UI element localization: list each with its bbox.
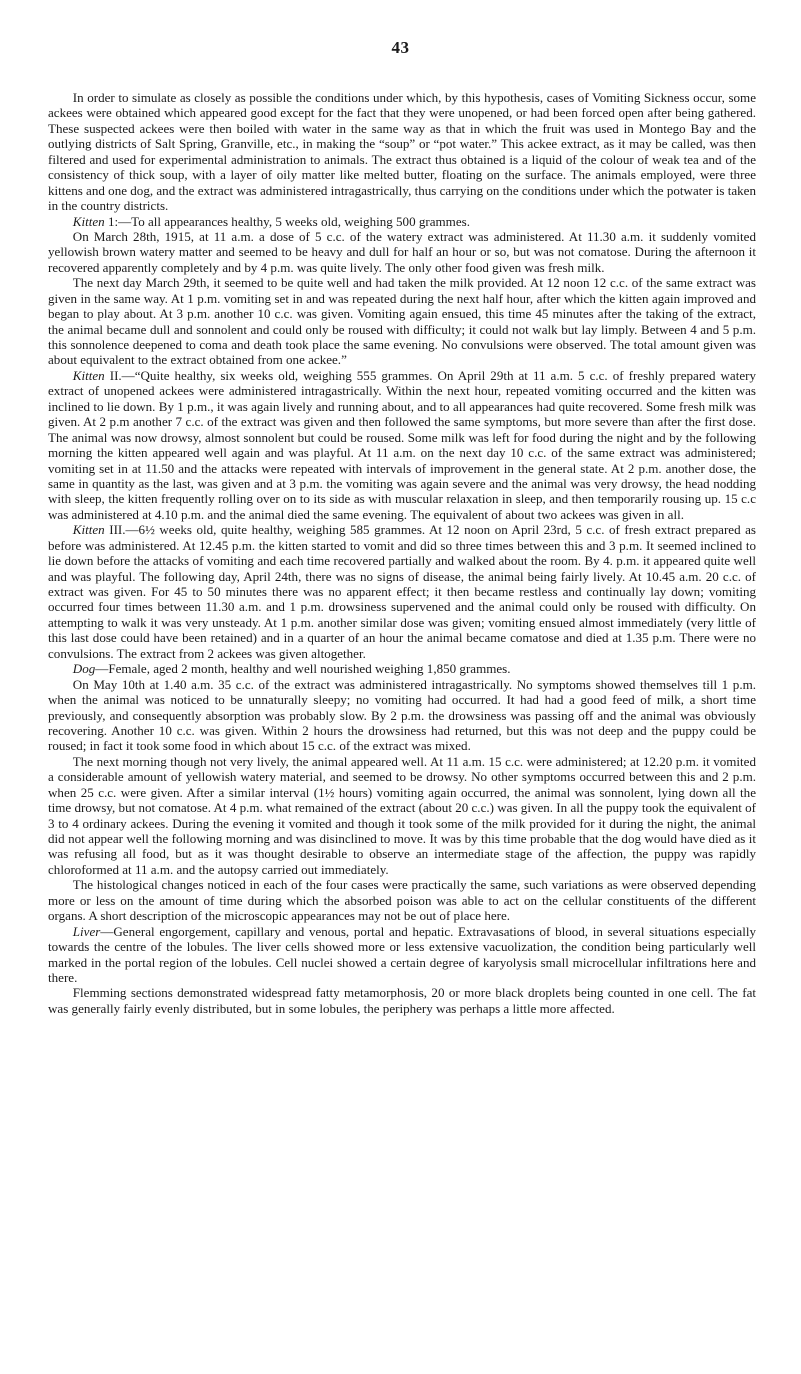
flemming-paragraph: Flemming sections demonstrated widespread fatty metamorphosis, 20 or more black droplets being counted in one cell. The fat was generally fairly evenly distributed, but in some lobules, the periphery was perhaps a little more affected. bbox=[48, 985, 756, 1016]
dog-label: Dog bbox=[72, 661, 96, 677]
kitten-2-text: II.—“Quite healthy, six weeks old, weighing 555 grammes. On April 29th at 11 a.m. 5 c.c. of freshly prepared watery extract of unopened ackees were administered intragastrically. Within the next hour, repeated vomiting occurred and the kitten was inclined to lie down. By 1 p.m., it was again lively and running about, and to all appearances had quite recovered. Some fresh milk was given. At 2 p.m another 7 c.c. of the extract was given and then followed the same symptoms, but more severe than after the first dose. The animal was now drowsy, almost sonnolent but could be roused. Some milk was left for food during the night and by the following morning the kitten appeared well again and was playful. At 11 a.m. on the next day 10 c.c. of the same extract was administered; vomiting set in at 11.50 and the attacks were repeated with intervals of improvement in the general state. At 2 p.m. another dose, the same in quantity as the last, was given and at 3 p.m. the vomiting was again severe and the animal was very drowsy, the head nodding with sleep, the kitten frequently rolling over on to its side as with muscular relaxation in sleep, and then temporarily rousing up. 15 c.c was administered at 4.10 p.m. and the animal died the same evening. The equivalent of about two ackees was given in all. bbox=[48, 367, 757, 522]
dog-paragraph: The next morning though not very lively, the animal appeared well. At 11 a.m. 15 c.c. were administered; at 12.20 p.m. it vomited a considerable amount of yellowish watery material, and seemed to be drowsy. No other symptoms occurred between this and 2 p.m. when 25 c.c. were given. After a similar interval (1½ hours) vomiting again occurred, the animal was sonnolent, lying down all the time drowsy, but not comatose. At 4 p.m. what remained of the extract (about 20 c.c.) was given. In all the puppy took the equivalent of 3 to 4 ordinary ackees. During the evening it vomited and though it took some of the milk provided for it during the night, the animal did not appear well the following morning and was disinclined to move. It was by this time probable that the dog would have died as it was refusing all food, but as it was thought desirable to observe an intermediate stage of the affection, the puppy was rapidly chloroformed at 11 a.m. and the autopsy carried out immediately. bbox=[48, 753, 756, 877]
page-number: 43 bbox=[391, 38, 410, 57]
dog-heading-paragraph bbox=[48, 661, 756, 676]
liver-text: —General engorgement, capillary and venous, portal and hepatic. Extravasations of blood, in several situations especially towards the centre of the lobules. The liver cells showed more or less extensive vacuolization, the condition being particularly well marked in the portal region of the lobules. Cell nuclei showed a certain degree of karyolysis small microcellular infiltrations here and there. bbox=[48, 923, 756, 985]
kitten-1-label: Kitten bbox=[72, 213, 105, 229]
intro-paragraph: In order to simulate as closely as possible the conditions under which, by this hypothesis, cases of Vomiting Sickness occur, some ackees were obtained which appeared good except for the fact that they were unopened, or had been forced open after being gathered. These suspected ackees were then boiled with water in the same way as that in which the fruit was used in Montego Bay and the outlying districts of Salt Spring, Granville, etc., in making the “soup” or “pot water.” This ackee extract, as it may be called, was then filtered and used for experimental administration to animals. The extract thus obtained is a liquid of the colour of weak tea and of the consistency of thick soup, with a layer of oily matter like melted butter, floating on the surface. The animals employed, were three kittens and one dog, and the extract was administered intragastrically, thus carrying on the conditions under which the potwater is taken in the country districts. bbox=[48, 90, 756, 214]
kitten-2-paragraph bbox=[48, 368, 756, 522]
histology-paragraph: The histological changes noticed in each of the four cases were practically the same, such variations as were observed depending more or less on the amount of time during which the absorbed poison was able to act on the cellular constituents of the different organs. A short description of the microscopic appearances may not be out of place here. bbox=[48, 877, 756, 924]
kitten-3-text: III.—6½ weeks old, quite healthy, weighing 585 grammes. At 12 noon on April 23rd, 5 c.c. of fresh extract prepared as before was administered. At 12.45 p.m. the kitten started to vomit and did so three times between this and 3 p.m. It seemed inclined to lie down before the attacks of vomiting and each time recovered partially and walked about the room. By 4. p.m. it appeared quite well and was playful. The following day, April 24th, there was no signs of disease, the animal being fairly lively. At 10.45 a.m. 20 c.c. of extract was given. For 45 to 50 minutes there was no apparent effect; it then became restless and continually lay down; vomiting occurred four times between 11.30 a.m. and 1 p.m. drowsiness supervened and the animal could only be roused with difficulty. On attempting to walk it was very unsteady. At 1 p.m. another similar dose was given; vomiting ensued almost immediately (very little of this last dose could have been retained) and in a quarter of an hour the animal became comatose and died at 1.35 p.m. There were no convulsions. The extract from 2 ackees was given altogether. bbox=[48, 522, 757, 661]
dog-head: —Female, aged 2 month, healthy and well nourished weighing 1,850 grammes. bbox=[95, 661, 511, 677]
kitten-1-heading-paragraph bbox=[48, 214, 756, 229]
liver-label: Liver bbox=[72, 923, 101, 939]
kitten-1-paragraph: On March 28th, 1915, at 11 a.m. a dose of 5 c.c. of the watery extract was administered. At 11.30 a.m. it suddenly vomited yellowish brown watery matter and seemed to be heavy and dull for half an hour or so, but was not comatose. During the afternoon it recovered apparently completely and by 4 p.m. was quite lively. The only other food given was fresh milk. bbox=[48, 228, 756, 275]
kitten-1-paragraph: The next day March 29th, it seemed to be quite well and had taken the milk provided. At 12 noon 12 c.c. of the same extract was given in the same way. At 1 p.m. vomiting set in and was repeated during the next half hour, after which the kitten again improved and began to play about. At 3 p.m. another 10 c.c. was given. Vomiting again ensued, this time 45 minutes after the taking of the extract, the animal became dull and sonnolent and could only be roused with difficulty; it could not walk but lay limply. Between 4 and 5 p.m. this sonnolence deepened to coma and death took place the same evening. No convulsions were observed. The total amount given was about equivalent to the extract obtained from one ackee.” bbox=[48, 275, 756, 368]
kitten-3-paragraph bbox=[48, 522, 756, 661]
kitten-3-label: Kitten bbox=[72, 522, 105, 538]
body-text bbox=[48, 90, 756, 1016]
liver-paragraph bbox=[48, 924, 756, 986]
dog-paragraph: On May 10th at 1.40 a.m. 35 c.c. of the extract was administered intragastrically. No symptoms showed themselves till 1 p.m. when the animal was noticed to be unnaturally sleepy; no vomiting had occurred. It had had a good feed of milk, a short time previously, and consequently absorption was probably slow. By 2 p.m. the drowsiness was passing off and the animal was obviously recovering. Another 10 c.c. was given. Within 2 hours the drowsiness had returned, but this was not deep and the puppy could be roused; in fact it took some food in which about 15 c.c. of the extract was mixed. bbox=[48, 676, 756, 754]
kitten-1-head: 1:—To all appearances healthy, 5 weeks old, weighing 500 grammes. bbox=[107, 213, 470, 229]
kitten-2-label: Kitten bbox=[72, 367, 105, 383]
